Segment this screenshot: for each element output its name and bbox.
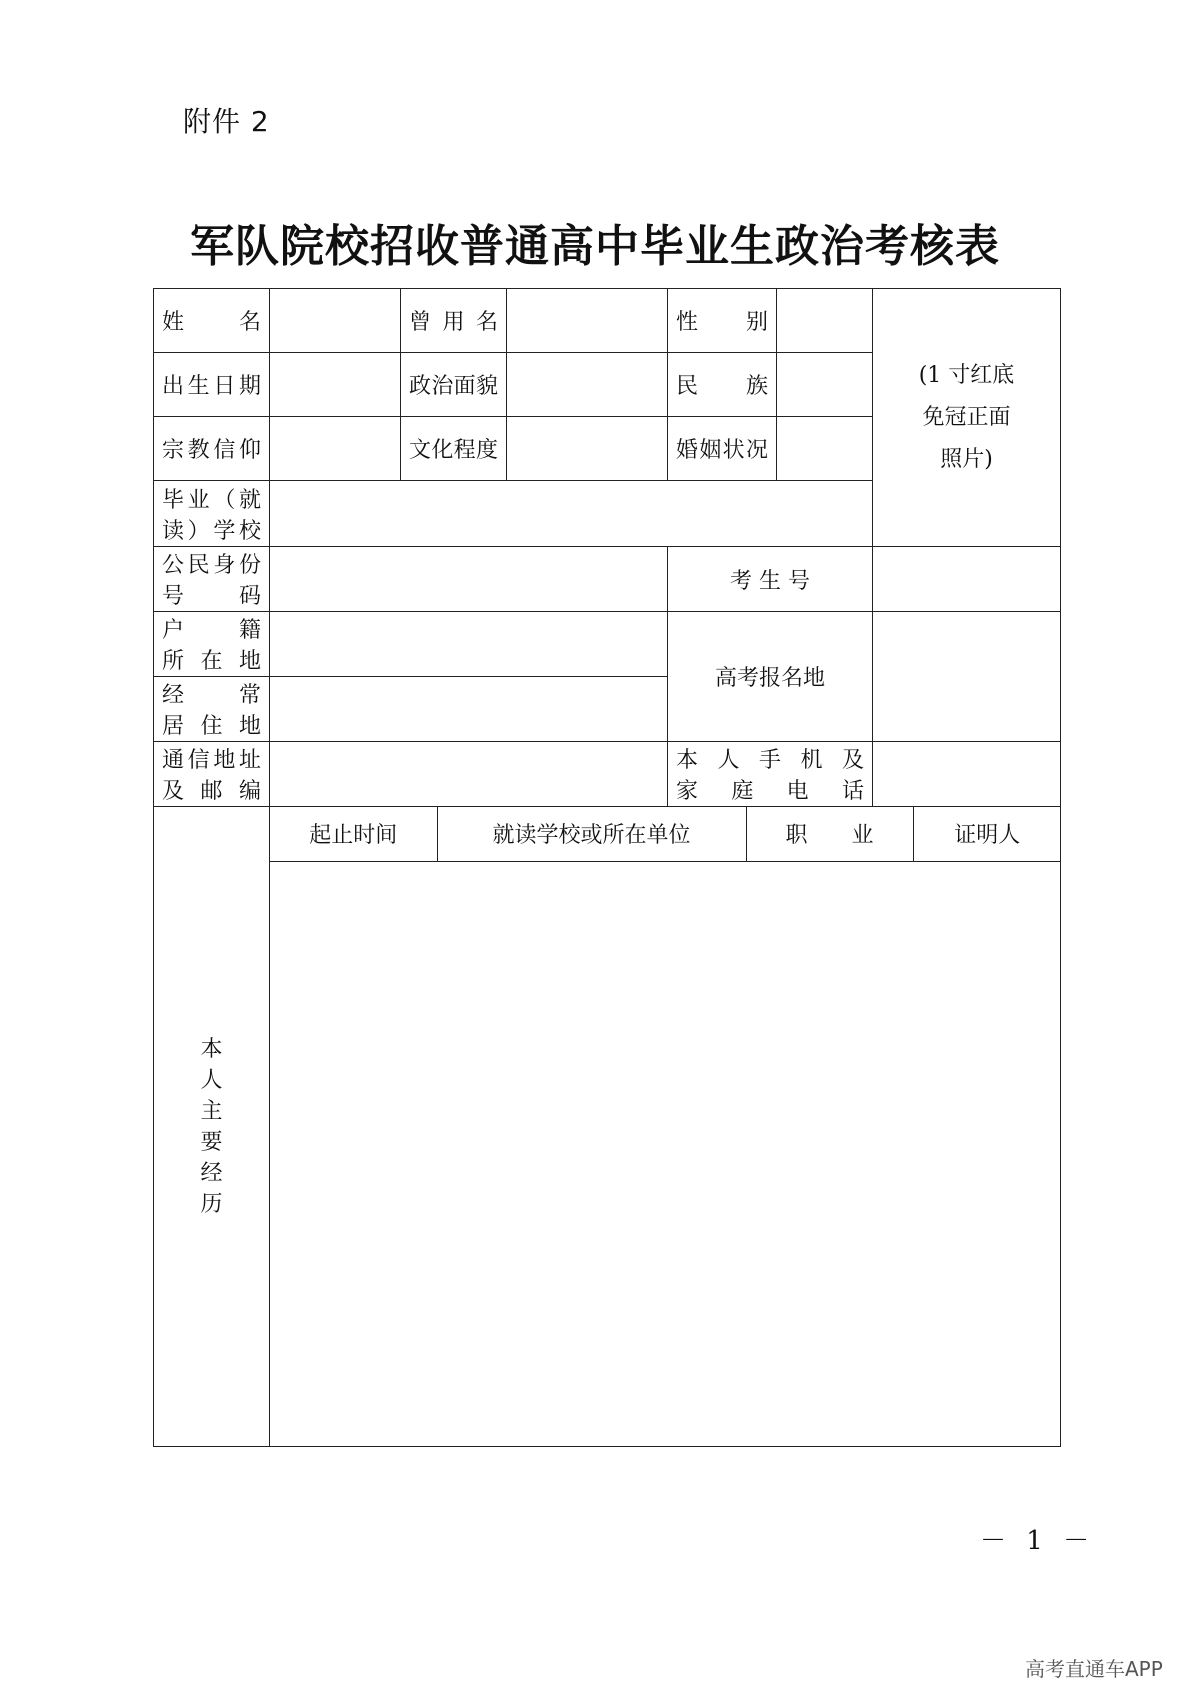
ethnicity-label-cell xyxy=(668,353,777,417)
name-label: 姓 名 xyxy=(162,310,261,335)
exam-no-label: 考 生 号 xyxy=(730,568,810,594)
exam-place-label: 高考报名地 xyxy=(714,666,825,691)
political-field[interactable] xyxy=(507,353,668,417)
phone-label-line-2: 家 庭 电 话 xyxy=(676,779,864,804)
religion-label: 宗教信仰 xyxy=(162,438,261,463)
education-label: 文化程度 xyxy=(409,438,498,463)
household-label-cell xyxy=(154,612,270,677)
phone-field[interactable] xyxy=(873,742,1061,807)
watermark-text: 高考直通车APP xyxy=(1025,1657,1163,1681)
marital-field[interactable] xyxy=(777,417,873,481)
education-field[interactable] xyxy=(507,417,668,481)
residence-field[interactable] xyxy=(270,677,668,742)
household-field[interactable] xyxy=(270,612,668,677)
political-review-form xyxy=(153,288,1061,1447)
name-field[interactable] xyxy=(270,289,401,353)
attachment-label: 附件 2 xyxy=(183,105,270,138)
photo-note-line-3: 照片) xyxy=(940,446,993,472)
history-header-occupation: 职 业 xyxy=(746,807,913,861)
marital-label: 婚姻状况 xyxy=(676,438,768,463)
marital-label-cell xyxy=(668,417,777,481)
phone-label-line-1: 本人手机及 xyxy=(676,748,864,773)
history-header-period: 起止时间 xyxy=(270,807,437,861)
birth-label: 出生日期 xyxy=(162,374,261,399)
former-name-label: 曾 用 名 xyxy=(409,310,498,335)
residence-label-cell xyxy=(154,677,270,742)
id-label-line-2: 号 码 xyxy=(162,584,261,609)
exam-no-field[interactable] xyxy=(873,547,1061,612)
birth-field[interactable] xyxy=(270,353,401,417)
id-label-line-1: 公民身份 xyxy=(162,553,261,578)
household-label-line-1: 户 籍 xyxy=(162,618,261,643)
history-header-witness: 证明人 xyxy=(913,807,1061,861)
photo-note-line-1: (1 寸红底 xyxy=(918,362,1015,388)
former-name-field[interactable] xyxy=(507,289,668,353)
name-label-cell xyxy=(154,289,270,353)
page-title: 军队院校招收普通高中毕业生政治考核表 xyxy=(190,221,1000,272)
gender-label-cell xyxy=(668,289,777,353)
birth-label-cell xyxy=(154,353,270,417)
religion-field[interactable] xyxy=(270,417,401,481)
gender-field[interactable] xyxy=(777,289,873,353)
history-label-cell xyxy=(154,807,270,1447)
political-label-cell xyxy=(401,353,507,417)
phone-label-cell xyxy=(668,742,873,807)
history-label-char: 主 xyxy=(200,1098,223,1124)
history-section xyxy=(270,807,1061,1447)
address-label-cell xyxy=(154,742,270,807)
gender-label: 性 别 xyxy=(676,310,768,335)
photo-note-line-2: 免冠正面 xyxy=(922,404,1011,430)
history-label-char: 要 xyxy=(200,1129,223,1155)
history-table xyxy=(270,807,1061,1446)
history-label-char: 经 xyxy=(200,1160,223,1186)
history-label-char: 人 xyxy=(200,1067,223,1093)
history-entry-area[interactable] xyxy=(270,861,1061,1446)
page-number: － 1 － xyxy=(980,1526,1096,1556)
school-label-cell xyxy=(154,481,270,547)
exam-no-label-cell xyxy=(668,547,873,612)
political-label: 政治面貌 xyxy=(409,374,498,399)
religion-label-cell xyxy=(154,417,270,481)
household-label-line-2: 所 在 地 xyxy=(162,649,261,674)
address-label-line-1: 通信地址 xyxy=(162,748,261,773)
address-field[interactable] xyxy=(270,742,668,807)
history-label-char: 历 xyxy=(200,1191,223,1217)
history-header-school: 就读学校或所在单位 xyxy=(437,807,746,861)
photo-box[interactable] xyxy=(873,289,1061,547)
ethnicity-label: 民 族 xyxy=(676,374,768,399)
school-label-line-2: 读）学校 xyxy=(162,518,261,544)
former-name-label-cell xyxy=(401,289,507,353)
school-label-line-1: 毕业（就 xyxy=(162,487,261,513)
residence-label-line-1: 经 常 xyxy=(162,683,261,708)
exam-place-label-cell xyxy=(668,612,873,742)
history-label-char: 本 xyxy=(200,1036,223,1062)
education-label-cell xyxy=(401,417,507,481)
exam-place-field[interactable] xyxy=(873,612,1061,742)
residence-label-line-2: 居 住 地 xyxy=(162,714,261,739)
ethnicity-field[interactable] xyxy=(777,353,873,417)
id-number-field[interactable] xyxy=(270,547,668,612)
id-label-cell xyxy=(154,547,270,612)
school-field[interactable] xyxy=(270,481,873,547)
address-label-line-2: 及 邮 编 xyxy=(162,779,261,804)
